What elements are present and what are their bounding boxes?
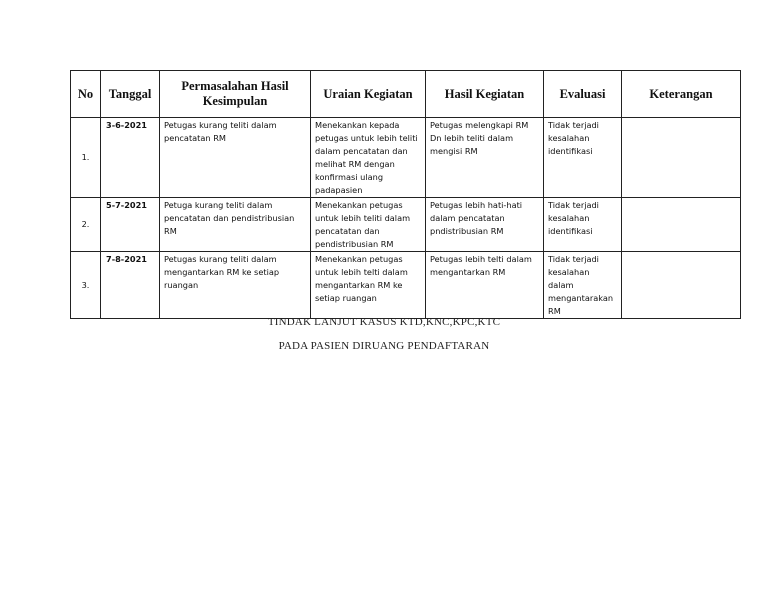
cell-uraian: Menekankan kepada petugas untuk lebih teliti dalam pencatatan dan melihat RM dengan konfirmasi ulang padapasien: [311, 118, 426, 198]
caption-title: TINDAK LANJUT KASUS KTD,KNC,KPC,KTC: [267, 316, 501, 328]
cell-permasalahan: Petugas kurang teliti dalam pencatatan RM: [160, 118, 311, 198]
cell-permasalahan: Petugas kurang teliti dalam mengantarkan RM ke setiap ruangan: [160, 252, 311, 319]
cell-evaluasi: Tidak terjadi kesalahan identifikasi: [544, 118, 622, 198]
cell-hasil: Petugas lebih hati-hati dalam pencatatan pndistribusian RM: [426, 198, 544, 252]
cell-no: 3.: [71, 252, 101, 319]
cell-keterangan: [622, 118, 741, 198]
cell-keterangan: [622, 252, 741, 319]
cell-tanggal: 5-7-2021: [101, 198, 160, 252]
header-no: No: [71, 71, 101, 118]
cell-uraian: Menekankan petugas untuk lebih telti dalam mengantarkan RM ke setiap ruangan: [311, 252, 426, 319]
header-evaluasi: Evaluasi: [544, 71, 622, 118]
cell-no: 1.: [71, 118, 101, 198]
cell-tanggal: 3-6-2021: [101, 118, 160, 198]
header-tanggal: Tanggal: [101, 71, 160, 118]
table-row: [71, 198, 741, 252]
cell-keterangan: [622, 198, 741, 252]
header-row: [71, 71, 741, 118]
table-row: [71, 118, 741, 198]
cell-no: 2.: [71, 198, 101, 252]
cell-evaluasi: Tidak terjadi kesalahan dalam mengantarakan RM: [544, 252, 622, 319]
caption-subtitle: PADA PASIEN DIRUANG PENDAFTARAN: [278, 340, 490, 352]
cell-permasalahan: Petuga kurang teliti dalam pencatatan dan pendistribusian RM: [160, 198, 311, 252]
cell-tanggal: 7-8-2021: [101, 252, 160, 319]
cell-hasil: Petugas lebih telti dalam mengantarkan RM: [426, 252, 544, 319]
incident-table: [70, 70, 741, 319]
header-permasalahan: Permasalahan Hasil Kesimpulan: [160, 71, 311, 118]
cell-evaluasi: Tidak terjadi kesalahan identifikasi: [544, 198, 622, 252]
header-uraian: Uraian Kegiatan: [311, 71, 426, 118]
table-row: [71, 252, 741, 319]
header-keterangan: Keterangan: [622, 71, 741, 118]
cell-hasil: Petugas melengkapi RM Dn lebih teliti dalam mengisi RM: [426, 118, 544, 198]
cell-uraian: Menekankan petugas untuk lebih teliti dalam pencatatan dan pendistribusian RM: [311, 198, 426, 252]
header-hasil: Hasil Kegiatan: [426, 71, 544, 118]
